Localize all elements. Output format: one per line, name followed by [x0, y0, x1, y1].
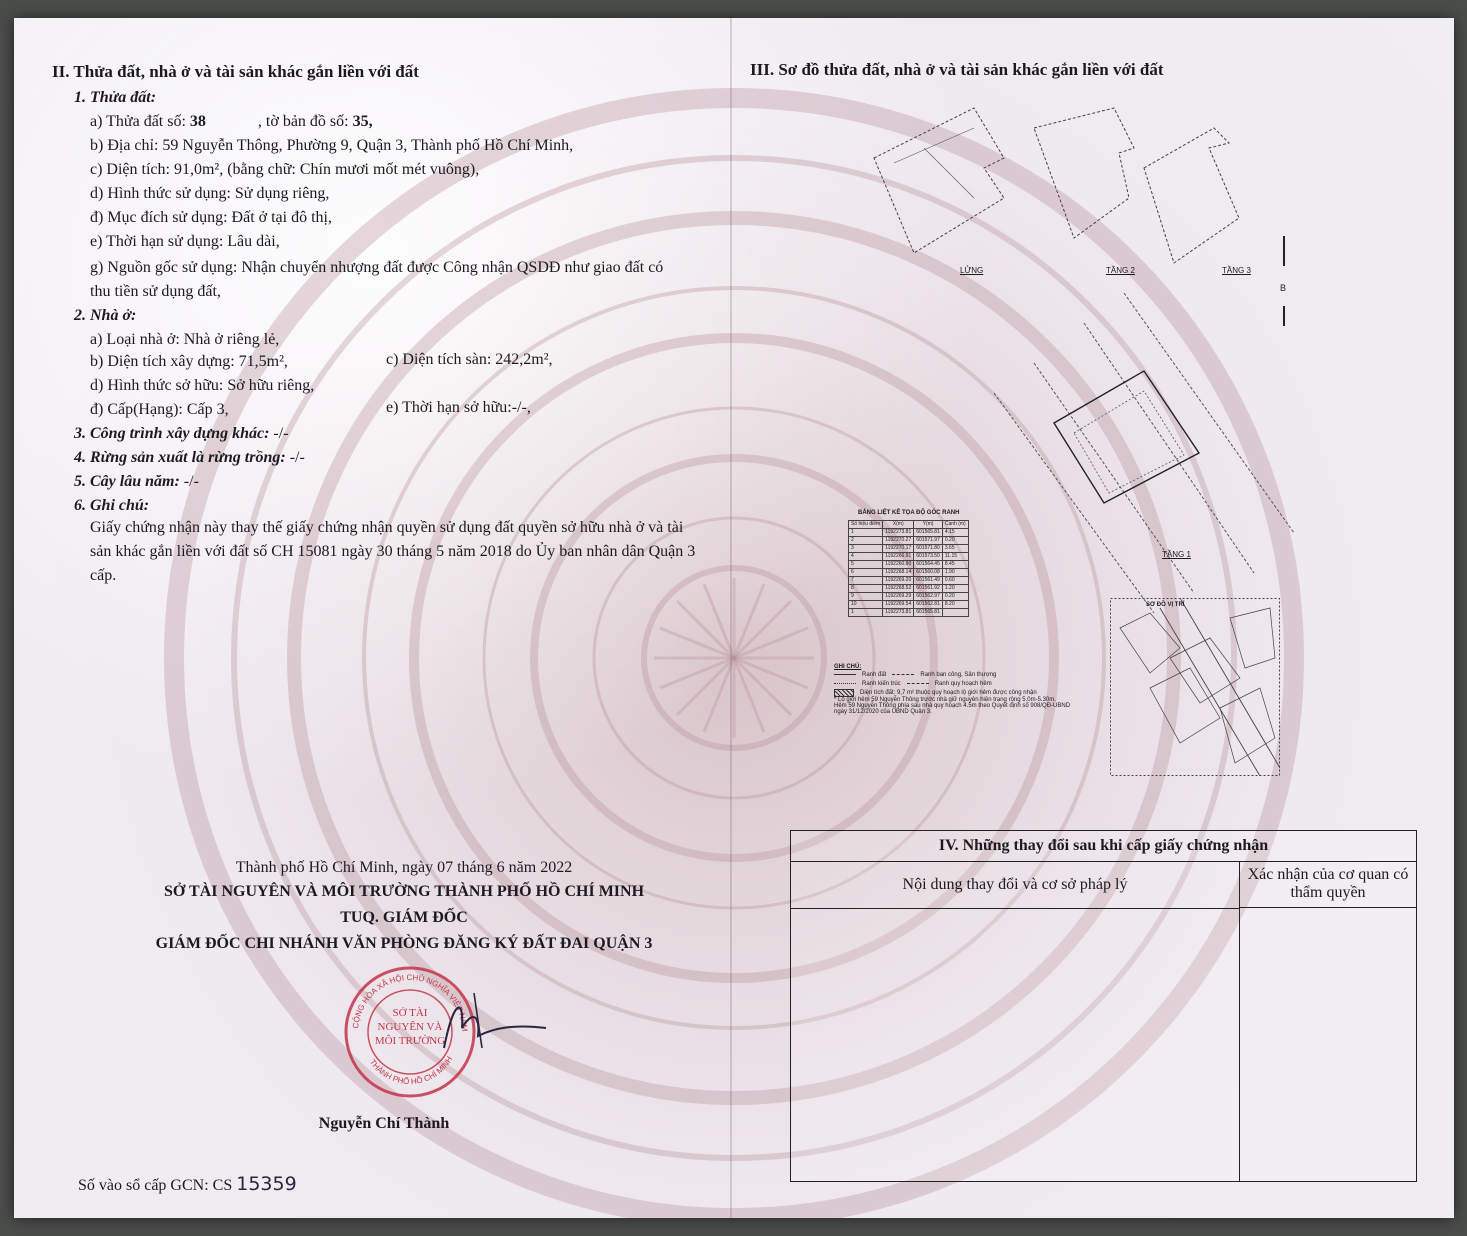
- coord-edge: 1.90: [942, 569, 968, 577]
- perennial-line: [74, 472, 199, 492]
- director-title: GIÁM ĐỐC CHI NHÁNH VĂN PHÒNG ĐĂNG KÝ ĐẤT ĐAI QUẬN 3: [155, 935, 653, 952]
- register-label: Số vào sổ cấp GCN: CS: [78, 1177, 233, 1194]
- changes-table: [790, 830, 1417, 1182]
- left-page: [14, 18, 734, 1218]
- parcel-area: c) Diện tích: 91,0m², (bằng chữ: Chín mươi mốt mét vuông),: [90, 161, 480, 178]
- house-type: a) Loại nhà ở: Nhà ở riêng lẻ,: [90, 331, 280, 348]
- coord-y: 601571.80: [914, 545, 943, 553]
- coord-edge: 0.20: [942, 537, 968, 545]
- table-row: [849, 553, 969, 561]
- coord-point: 8: [849, 585, 883, 593]
- forest-heading: 4. Rừng sản xuất là rừng trồng:: [74, 449, 286, 466]
- legend-item-land: Ranh đất: [862, 671, 887, 678]
- map-sheet-number: 35,: [352, 113, 373, 130]
- coord-x: 1192269.54: [883, 601, 914, 609]
- register-line: [78, 1174, 297, 1196]
- issuing-organization: SỞ TÀI NGUYÊN VÀ MÔI TRƯỜNG THÀNH PHỐ HỒ CHÍ MINH: [163, 883, 645, 900]
- coord-header-point: Số hiệu điểm: [849, 521, 883, 529]
- notes-text: Giấy chứng nhận này thay thế giấy chứng nhận quyền sử dụng đất quyền sở hữu nhà ở và tài sản khác gắn liền với đất số CH 15081 ngày 30 tháng 5 năm 2018 do Ủy ban nhân dân Quận 3 cấp.: [90, 519, 696, 584]
- coord-x: 1192268.52: [883, 585, 914, 593]
- house-heading: 2. Nhà ở:: [74, 307, 137, 324]
- location-title: SƠ ĐỒ VỊ TRÍ: [1146, 602, 1185, 608]
- table-row: [849, 537, 969, 545]
- parcel-number-label: a) Thửa đất số:: [90, 113, 186, 130]
- coord-y: 601562.81: [914, 601, 943, 609]
- right-page: [734, 18, 1454, 1218]
- coord-x: 1192270.27: [883, 537, 914, 545]
- certificate-sheet: [14, 18, 1454, 1218]
- house-building-area: b) Diện tích xây dựng: 71,5m²,: [90, 353, 288, 370]
- table-row: [849, 545, 969, 553]
- coordinates-table: [848, 520, 969, 617]
- legend-note-3: ngày 31/12/2020 của UBND Quận 3.: [834, 709, 932, 715]
- table-row: [849, 577, 969, 585]
- coord-edge: 1.20: [942, 585, 968, 593]
- house-ownership: d) Hình thức sở hữu: Sở hữu riêng,: [90, 377, 315, 394]
- floor-label-1: TẦNG 1: [1162, 550, 1191, 559]
- coordinates-title: BẢNG LIỆT KÊ TỌA ĐỘ GÓC RANH: [858, 510, 960, 516]
- table-row: [849, 601, 969, 609]
- floor-plans-drawing: [864, 88, 1287, 308]
- coord-x: 1192270.17: [883, 545, 914, 553]
- coord-y: 601562.97: [914, 593, 943, 601]
- coord-point: 4: [849, 553, 883, 561]
- coord-x: 1192268.14: [883, 569, 914, 577]
- changes-column-content-header: Nội dung thay đổi và cơ sở pháp lý: [791, 862, 1240, 909]
- forest-value: -/-: [289, 449, 305, 466]
- parcel-number-line: [90, 112, 373, 132]
- coord-point: 9: [849, 593, 883, 601]
- usage-origin-line2: thu tiền sử dụng đất,: [90, 283, 221, 300]
- coord-y: 601560.08: [914, 569, 943, 577]
- floor-label-mezzanine: LỬNG: [960, 266, 984, 275]
- other-works-value: -/-: [273, 425, 289, 442]
- authorization-line: TUQ. GIÁM ĐỐC: [340, 909, 468, 926]
- seal-center-text: SỞ TÀI NGUYÊN VÀ MÔI TRƯỜNG: [374, 1007, 446, 1047]
- house-ownership-term: e) Thời hạn sở hữu:-/-,: [386, 399, 531, 416]
- coord-point: 7: [849, 577, 883, 585]
- legend: [834, 664, 1124, 715]
- house-floor-area: c) Diện tích sàn: 242,2m²,: [386, 351, 553, 368]
- table-row: [849, 569, 969, 577]
- coord-point: 1: [849, 609, 883, 617]
- seal-ring-top: CỘNG HÒA XÃ HỘI CHỦ NGHĨA VIỆT NAM: [351, 972, 470, 1032]
- changes-title: IV. Những thay đổi sau khi cấp giấy chứng nhận: [791, 831, 1416, 862]
- parcel-address: b) Địa chỉ: 59 Nguyễn Thông, Phường 9, Quận 3, Thành phố Hồ Chí Minh,: [90, 137, 574, 154]
- coord-point: 6: [849, 569, 883, 577]
- table-row: [849, 585, 969, 593]
- coord-x: 1192266.91: [883, 553, 914, 561]
- coord-header-y: Y(m): [914, 521, 943, 529]
- coord-point: 1: [849, 529, 883, 537]
- legend-title: GHI CHÚ:: [834, 664, 862, 670]
- handwritten-signature: [434, 988, 554, 1058]
- register-number: 15359: [236, 1173, 297, 1195]
- usage-term: e) Thời hạn sử dụng: Lâu dài,: [90, 233, 280, 250]
- coord-point: 10: [849, 601, 883, 609]
- legend-item-architecture: Ranh kiến trúc: [862, 680, 901, 687]
- coord-y: 601565.81: [914, 609, 943, 617]
- notes-heading: 6. Ghi chú:: [74, 497, 150, 514]
- coord-edge: 8.45: [942, 561, 968, 569]
- coord-x: 1192260.90: [883, 561, 914, 569]
- coord-y: 601561.49: [914, 577, 943, 585]
- legend-item-balcony: Ranh ban công, Sân thượng: [920, 671, 997, 678]
- changes-column-confirmation-header: Xác nhận của cơ quan có thẩm quyền: [1240, 862, 1416, 908]
- parcel-number: 38: [189, 113, 206, 130]
- perennial-heading: 5. Cây lâu năm:: [74, 473, 180, 490]
- legend-note-2: Hẻm 59 Nguyễn Thông phía sau nhà quy hoạch 4.5m theo Quyết định số 908/QĐ-UBND: [834, 703, 1071, 709]
- table-row: [849, 561, 969, 569]
- coord-x: 1192269.29: [883, 593, 914, 601]
- coord-edge: [942, 609, 968, 617]
- legend-item-alley-plan: Ranh quy hoạch hẻm: [934, 680, 992, 687]
- coord-edge: 11.15: [942, 553, 968, 561]
- coord-header-x: X(m): [883, 521, 914, 529]
- floor-label-2: TẦNG 2: [1106, 266, 1135, 275]
- coord-edge: 0.60: [942, 577, 968, 585]
- coord-point: 3: [849, 545, 883, 553]
- coordinates-header-row: [849, 521, 969, 529]
- other-works-heading: 3. Công trình xây dựng khác:: [74, 425, 270, 442]
- other-works-line: [74, 424, 289, 444]
- table-row: [849, 609, 969, 617]
- coord-y: 601573.50: [914, 553, 943, 561]
- usage-purpose: đ) Mục đích sử dụng: Đất ở tại đô thị,: [90, 209, 332, 226]
- section-iii-title: III. Sơ đồ thửa đất, nhà ở và tài sản khác gắn liền với đất: [750, 60, 1164, 79]
- house-grade: đ) Cấp(Hạng): Cấp 3,: [90, 401, 229, 418]
- coord-point: 2: [849, 537, 883, 545]
- coord-y: 601565.81: [914, 529, 943, 537]
- section-ii-title: II. Thửa đất, nhà ở và tài sản khác gắn liền với đất: [52, 62, 419, 81]
- parcel-heading: 1. Thửa đất:: [74, 89, 157, 106]
- issue-date: Thành phố Hồ Chí Minh, ngày 07 tháng 6 năm 2022: [235, 859, 573, 876]
- coord-point: 5: [849, 561, 883, 569]
- coord-header-edge: Cạnh (m): [942, 521, 968, 529]
- coord-y: 601571.97: [914, 537, 943, 545]
- coord-x: 1192273.81: [883, 609, 914, 617]
- location-sketch: [1110, 598, 1280, 776]
- changes-content-body: [791, 909, 1240, 1181]
- coord-x: 1192269.20: [883, 577, 914, 585]
- legend-area-note: Diện tích đất: 9,7 m² thuộc quy hoạch lộ giới hẻm được công nhận: [860, 689, 1037, 696]
- floor-label-3: TẦNG 3: [1222, 266, 1251, 275]
- legend-note-1: * Lộ giới hẻm 59 Nguyễn Thông trước nhà giữ nguyên hiện trạng rộng 5.0m-5.30m.: [834, 697, 1056, 703]
- seal-ring-bottom: THÀNH PHỐ HỒ CHÍ MINH: [367, 1054, 455, 1087]
- coord-x: 1192273.81: [883, 529, 914, 537]
- signer-name: Nguyễn Chí Thành: [318, 1115, 450, 1132]
- usage-origin-line1: g) Nguồn gốc sử dụng: Nhận chuyển nhượng đất được Công nhận QSDĐ như giao đất có: [90, 259, 664, 276]
- table-row: [849, 593, 969, 601]
- coord-y: 601564.45: [914, 561, 943, 569]
- map-sheet-label: , tờ bản đồ số:: [257, 113, 349, 130]
- coord-y: 601561.92: [914, 585, 943, 593]
- coord-edge: 0.20: [942, 593, 968, 601]
- forest-line: [74, 448, 305, 468]
- usage-form: d) Hình thức sử dụng: Sử dụng riêng,: [90, 185, 330, 202]
- perennial-value: -/-: [183, 473, 199, 490]
- svg-text:B: B: [1280, 283, 1287, 293]
- coord-edge: 3.65: [942, 545, 968, 553]
- table-row: [849, 529, 969, 537]
- coord-edge: 4.15: [942, 529, 968, 537]
- coord-edge: 8.20: [942, 601, 968, 609]
- site-plan-drawing: [994, 293, 1294, 613]
